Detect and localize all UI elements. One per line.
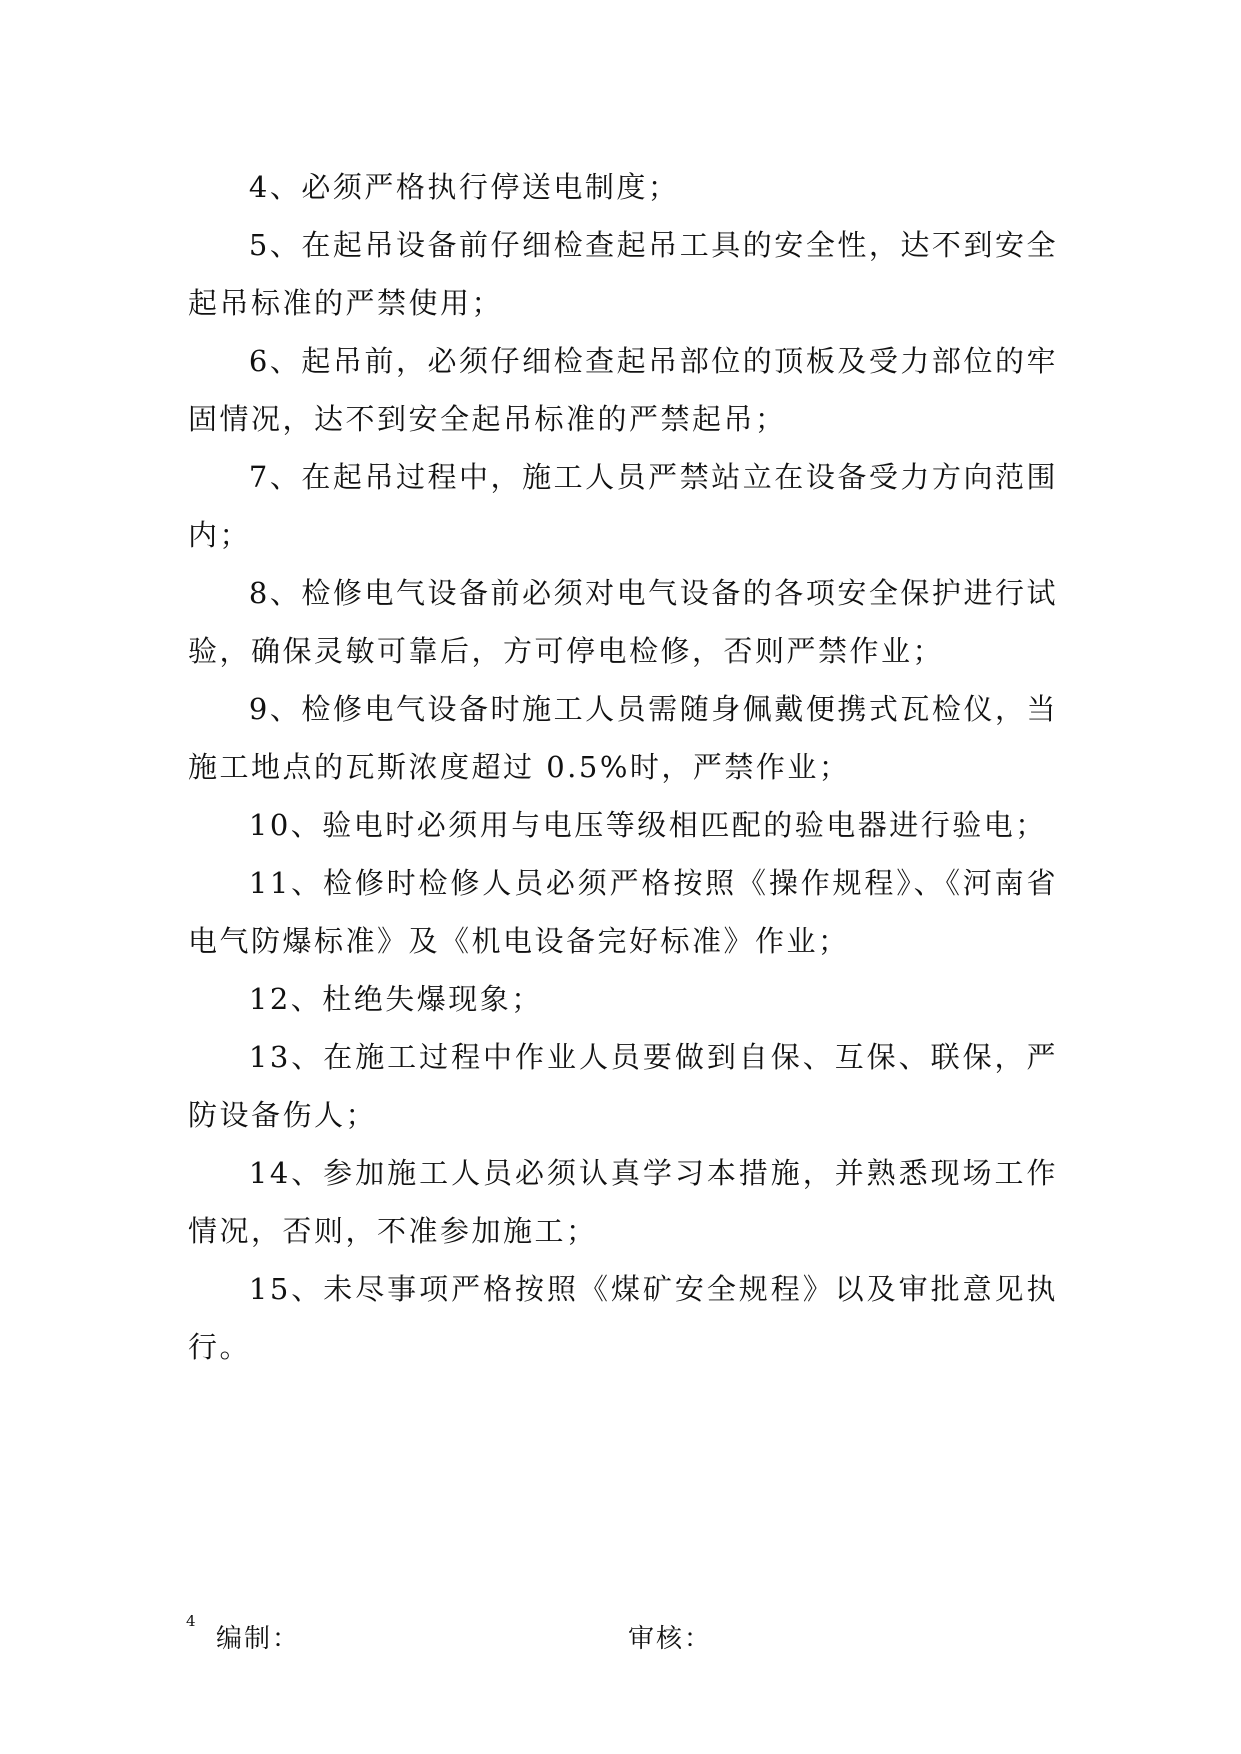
list-item: 14、参加施工人员必须认真学习本措施，并熟悉现场工作情况，否则，不准参加施工； (188, 1156, 1058, 1248)
page-number: 4 (186, 1612, 196, 1630)
list-item: 11、检修时检修人员必须严格按照《操作规程》、《河南省电气防爆标准》及《机电设备完好标准》作业； (188, 866, 1058, 958)
list-item: 4、必须严格执行停送电制度； (248, 170, 680, 204)
list-item: 5、在起吊设备前仔细检查起吊工具的安全性，达不到安全起吊标准的严禁使用； (188, 228, 1058, 320)
safety-measures-list (188, 158, 1058, 1376)
reviewed-by-label: 审核： (628, 1624, 713, 1654)
list-item: 15、未尽事项严格按照《煤矿安全规程》以及审批意见执行。 (188, 1272, 1058, 1364)
list-item: 9、检修电气设备时施工人员需随身佩戴便携式瓦检仪，当施工地点的瓦斯浓度超过 0.5%时，严禁作业； (188, 692, 1058, 784)
compiled-by-label: 编制： (216, 1624, 301, 1654)
list-item: 12、杜绝失爆现象； (248, 982, 543, 1016)
page-footer (186, 1612, 1056, 1658)
list-item: 7、在起吊过程中，施工人员严禁站立在设备受力方向范围内； (188, 460, 1058, 552)
list-item: 13、在施工过程中作业人员要做到自保、互保、联保，严防设备伤人； (188, 1040, 1058, 1132)
list-item: 8、检修电气设备前必须对电气设备的各项安全保护进行试验，确保灵敏可靠后，方可停电检修，否则严禁作业； (188, 576, 1058, 668)
list-item: 6、起吊前，必须仔细检查起吊部位的顶板及受力部位的牢固情况，达不到安全起吊标准的严禁起吊； (188, 344, 1058, 436)
list-item: 10、验电时必须用与电压等级相匹配的验电器进行验电； (248, 808, 1047, 842)
